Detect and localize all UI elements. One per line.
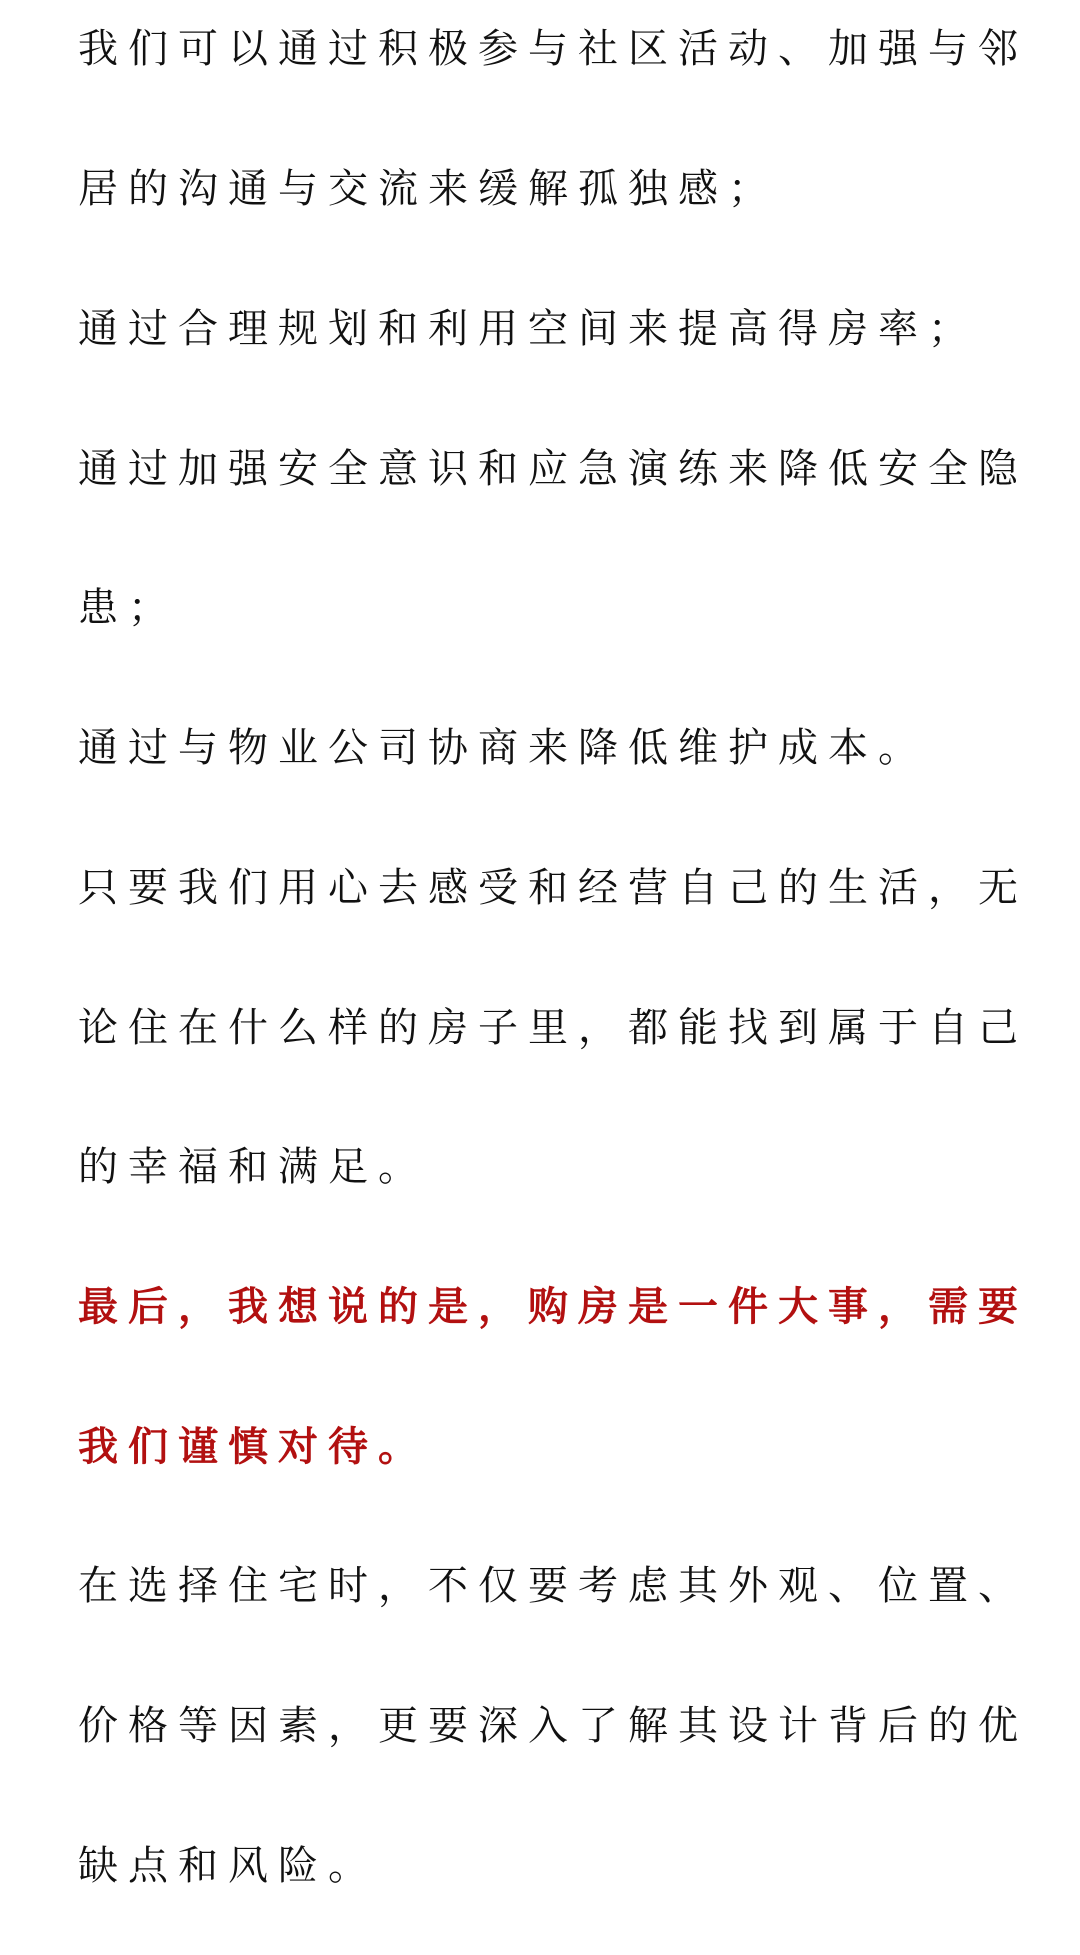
paragraph-line: 论住在什么样的房子里，都能找到属于自己	[78, 1005, 1028, 1051]
paragraph-line: 缺点和风险。	[78, 1843, 378, 1889]
paragraph-line: 只要我们用心去感受和经营自己的生活，无	[78, 865, 1028, 911]
paragraph-line: 患；	[78, 585, 178, 631]
paragraph-line: 通过合理规划和利用空间来提高得房率；	[78, 306, 978, 352]
paragraph-line: 居的沟通与交流来缓解孤独感；	[78, 166, 778, 212]
paragraph-line: 我们可以通过积极参与社区活动、加强与邻	[78, 26, 1028, 72]
paragraph-line: 价格等因素，更要深入了解其设计背后的优	[78, 1703, 1028, 1749]
emphasis-line: 最后，我想说的是，购房是一件大事，需要	[78, 1284, 1028, 1330]
paragraph-line: 的幸福和满足。	[78, 1144, 428, 1190]
paragraph-line: 通过加强安全意识和应急演练来降低安全隐	[78, 446, 1028, 492]
paragraph-line: 通过与物业公司协商来降低维护成本。	[78, 725, 928, 771]
paragraph-line: 在选择住宅时，不仅要考虑其外观、位置、	[78, 1563, 1028, 1609]
emphasis-line: 我们谨慎对待。	[78, 1424, 428, 1470]
